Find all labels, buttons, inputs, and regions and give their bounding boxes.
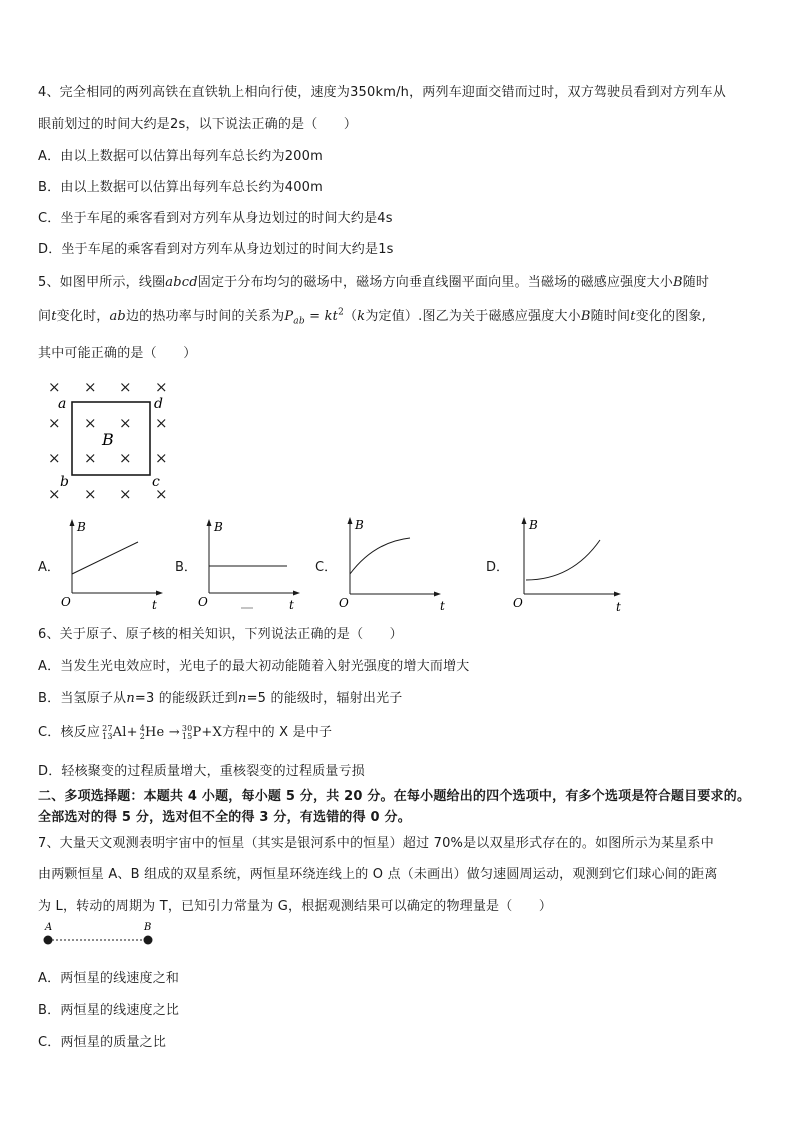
cross-mark: × [48,449,61,467]
cross-mark: × [84,414,97,432]
cross-mark: × [119,485,132,503]
graph-option-b [197,518,307,613]
coil-field-figure [40,372,180,507]
origin-label: O [339,596,349,610]
cross-mark: × [84,485,97,503]
cross-mark: × [48,378,61,396]
cross-mark: × [155,414,168,432]
section2-heading-line1: 二、多项选择题：本题共 4 小题，每小题 5 分，共 20 分。在每小题给出的四个选项中，有多个选项是符合题目要求的。 [38,789,751,804]
star-label-a: A [45,922,53,933]
q6-option-b: B．当氢原子从n=3 的能级跃迁到n=5 的能级时，辐射出光子 [38,691,403,706]
cross-mark: × [119,378,132,396]
q7-stem-line3: 为 L，转动的周期为 T，已知引力常量为 G，根据观测结果可以确定的物理量是（ ） [38,899,553,914]
binary-star-figure [38,920,163,950]
curve-linear [72,542,138,574]
field-label-b: B [102,430,114,449]
cross-mark: × [155,449,168,467]
corner-label-b: b [60,474,69,490]
cross-mark: × [84,449,97,467]
graph-option-d [512,514,632,614]
graph-option-d-label: D． [486,560,510,575]
cross-mark: × [155,378,168,396]
curve-convex [526,540,600,580]
q6-stem: 6、关于原子、原子核的相关知识，下列说法正确的是（ ） [38,627,403,642]
cross-mark: × [119,414,132,432]
q5-stem-line3: 其中可能正确的是（ ） [38,346,197,361]
q7-option-a: A．两恒星的线速度之和 [38,971,180,986]
q6-option-a: A．当发生光电效应时，光电子的最大初动能随着入射光强度的增大而增大 [38,659,470,674]
q6-option-d: D．轻核聚变的过程质量增大，重核裂变的过程质量亏损 [38,764,366,779]
origin-label: O [513,596,523,610]
star-a-dot [44,936,53,945]
axis-label-y: B [355,518,364,532]
cross-mark: × [155,485,168,503]
q4-option-d: D．坐于车尾的乘客看到对方列车从身边划过的时间大约是1s [38,242,394,257]
star-b-dot [144,936,153,945]
graph-option-a-label: A． [38,560,60,575]
axis-label-x: t [289,598,294,612]
q7-option-c: C．两恒星的质量之比 [38,1035,167,1050]
corner-label-a: a [58,396,67,412]
axis-label-y: B [214,520,223,534]
q4-stem-line1: 4、完全相同的两列高铁在直铁轨上相向行使，速度为350km/h，两列车迎面交错而过时，双方驾驶员看到对方列车从 [38,85,726,100]
q5-stem-line2: 间t变化时，ab边的热功率与时间的关系为$P_{ab} = kt^2(k$为定值）.图乙为关于磁感应强度大小B随时间t变化的图象, [38,307,707,327]
cross-mark: × [48,414,61,432]
corner-label-c: c [152,474,160,490]
q5-stem-line1: 5、如图甲所示，线圈abcd固定于分布均匀的磁场中，磁场方向垂直线圈平面向里。当磁场的磁感应强度大小B随时 [38,275,710,290]
section2-heading-line2: 全部选对的得 5 分，选对但不全的得 3 分，有选错的得 0 分。 [38,810,411,825]
q4-option-b: B．由以上数据可以估算出每列车总长约为400m [38,180,323,195]
axis-label-x: t [440,599,445,613]
q7-stem-line1: 7、大量天文观测表明宇宙中的恒星（其实是银河系中的恒星）超过 70%是以双星形式存在的。如图所示为某星系中 [38,836,714,851]
graph-option-a [60,518,170,613]
q4-stem-line2: 眼前划过的时间大约是2s，以下说法正确的是（ ） [38,117,358,132]
curve-concave [350,538,410,574]
cross-mark: × [119,449,132,467]
axis-label-x: t [616,600,621,614]
corner-label-d: d [154,396,163,412]
q6-option-c: C．核反应 27 13Al+ 4 2He → 30 15P+X方程中的 X 是中子 [38,723,333,741]
cross-mark: × [84,378,97,396]
q4-option-c: C．坐于车尾的乘客看到对方列车从身边划过的时间大约是4s [38,211,393,226]
graph-option-c-label: C． [315,560,338,575]
origin-label: O [61,595,71,609]
axis-label-y: B [529,518,538,532]
axis-label-x: t [152,598,157,612]
q7-stem-line2: 由两颗恒星 A、B 组成的双星系统，两恒星环绕连线上的 O 点（未画出）做匀速圆周运动，观测到它们球心间的距离 [38,867,718,882]
q7-option-b: B．两恒星的线速度之比 [38,1003,180,1018]
cross-mark: × [48,485,61,503]
q4-option-a: A．由以上数据可以估算出每列车总长约为200m [38,149,323,164]
graph-option-c [338,514,448,614]
star-label-b: B [144,922,152,933]
graph-option-b-label: B． [175,560,197,575]
origin-label: O [198,595,208,609]
axis-label-y: B [77,520,86,534]
